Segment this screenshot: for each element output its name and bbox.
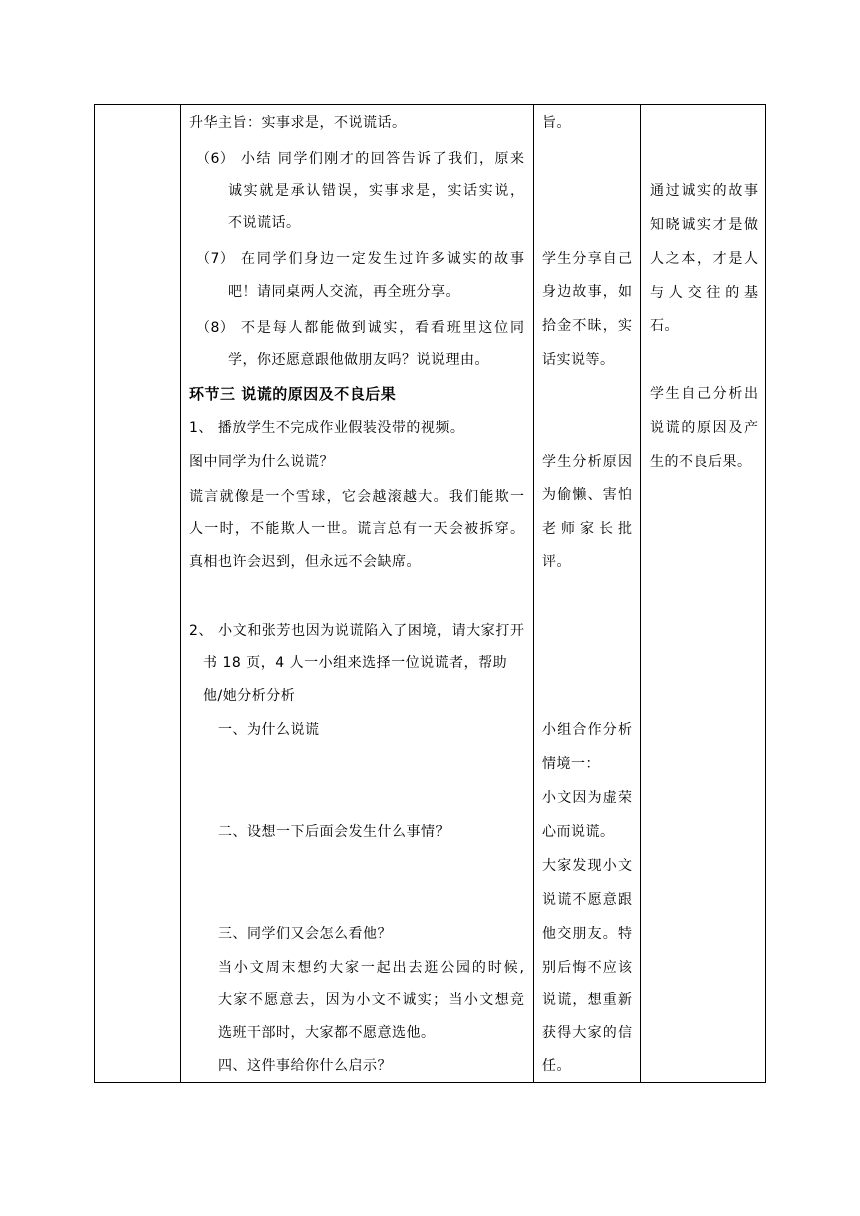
student-line: 他交朋友。特 xyxy=(542,926,632,942)
intent-line: 通过诚实的故事 xyxy=(650,183,758,199)
process-line: 诚实就是承认错误，实事求是，实话实说， xyxy=(228,183,524,199)
student-line: 身边故事，如 xyxy=(542,284,632,300)
intent-line: 石。 xyxy=(650,318,679,334)
intent-line: 学生自己分析出 xyxy=(650,386,758,402)
student-line: 小组合作分析 xyxy=(542,722,632,738)
table-border-top xyxy=(94,104,766,105)
table-border-bottom xyxy=(94,1082,766,1083)
table-divider-1 xyxy=(180,104,181,1083)
section-heading: 环节三 说谎的原因及不良后果 xyxy=(189,385,397,403)
process-line: 不是每人都能做到诚实，看看班里这位同 xyxy=(241,320,524,336)
process-line: 大家不愿意去，因为小文不诚实；当小文想竞 xyxy=(218,992,524,1008)
process-line: 不说谎话。 xyxy=(228,215,301,231)
intent-line: 知晓诚实才是做 xyxy=(650,217,758,233)
student-line: 话实说等。 xyxy=(542,352,615,368)
table-border-left xyxy=(94,104,95,1083)
process-line: 谎言就像是一个雪球，它会越滚越大。我们能欺一 xyxy=(189,489,524,505)
student-line: 任。 xyxy=(542,1058,571,1074)
question-line: 一、为什么说谎 xyxy=(218,722,320,738)
student-line: 为偷懒、害怕 xyxy=(542,487,632,503)
table-divider-3 xyxy=(640,104,641,1083)
student-line: 大家发现小文 xyxy=(542,858,632,874)
item-number: （6） xyxy=(196,151,235,167)
process-line: 图中同学为什么说谎？ xyxy=(189,454,334,470)
process-line: 2、 小文和张芳也因为说谎陷入了困境，请大家打开 xyxy=(189,623,524,639)
item-number: （7） xyxy=(196,251,235,267)
student-line: 别后悔不应该 xyxy=(542,960,632,976)
student-line: 学生分析原因 xyxy=(542,454,632,470)
intent-line: 与人交往的基 xyxy=(650,285,758,301)
question-line: 三、同学们又会怎么看他？ xyxy=(218,926,392,942)
intent-line: 生的不良后果。 xyxy=(650,454,752,470)
student-line: 拾金不昧，实 xyxy=(542,318,632,334)
process-line: 学，你还愿意跟他做朋友吗？说说理由。 xyxy=(228,352,489,368)
process-line: 选班干部时，大家都不愿意选他。 xyxy=(218,1025,436,1041)
process-line: 小结 同学们刚才的回答告诉了我们，原来 xyxy=(241,151,524,167)
student-line: 说谎，想重新 xyxy=(542,992,632,1008)
question-line: 二、设想一下后面会发生什么事情？ xyxy=(218,824,450,840)
process-line: 吧！请同桌两人交流，再全班分享。 xyxy=(228,284,460,300)
student-line: 说谎不愿意跟 xyxy=(542,892,632,908)
process-line: 在同学们身边一定发生过许多诚实的故事 xyxy=(241,251,524,267)
student-line: 学生分享自己 xyxy=(542,251,632,267)
table-divider-2 xyxy=(533,104,534,1083)
item-number: （8） xyxy=(196,320,235,336)
question-line: 四、这件事给你什么启示？ xyxy=(218,1058,392,1074)
intent-line: 说谎的原因及产 xyxy=(650,420,758,436)
process-line: 他/她分析分析 xyxy=(203,688,296,704)
process-line: 1、 播放学生不完成作业假装没带的视频。 xyxy=(189,420,465,436)
table-border-right xyxy=(765,104,766,1083)
student-line: 旨。 xyxy=(542,115,571,131)
student-line: 老师家长批 xyxy=(542,521,632,537)
process-line: 书 18 页，4 人一小组来选择一位说谎者，帮助 xyxy=(203,655,508,671)
student-line: 情境一： xyxy=(542,756,600,772)
student-line: 小文因为虚荣 xyxy=(542,790,632,806)
intent-line: 人之本，才是人 xyxy=(650,251,758,267)
student-line: 心而说谎。 xyxy=(542,824,615,840)
process-line: 当小文周末想约大家一起出去逛公园的时候, xyxy=(218,960,524,976)
student-line: 评。 xyxy=(542,554,571,570)
student-line: 获得大家的信 xyxy=(542,1025,632,1041)
process-line: 真相也许会迟到，但永远不会缺席。 xyxy=(189,554,421,570)
process-line: 人一时，不能欺人一世。谎言总有一天会被拆穿。 xyxy=(189,521,524,537)
process-line: 升华主旨：实事求是，不说谎话。 xyxy=(189,115,407,131)
